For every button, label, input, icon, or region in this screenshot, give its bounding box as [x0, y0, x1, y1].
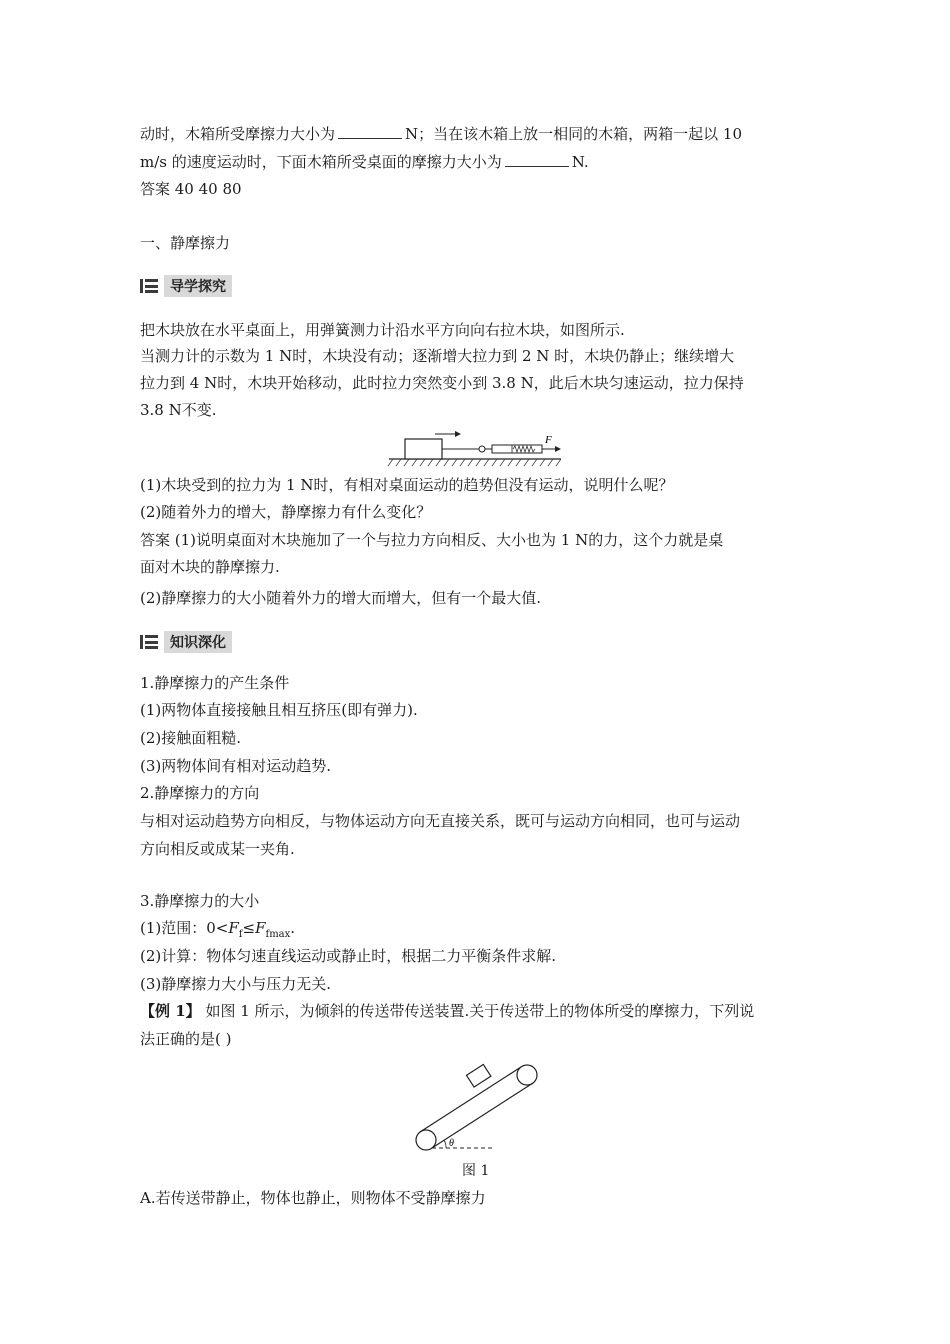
knowledge-item: (3)两物体间有相对运动趋势.: [140, 757, 332, 775]
banner-title: 导学探究: [164, 275, 232, 297]
angle-label: θ: [449, 1138, 454, 1149]
answer-blank: [338, 124, 402, 139]
knowledge-heading: 2.静摩擦力的方向: [140, 784, 260, 802]
intro-text: 动时，木箱所受摩擦力大小为: [140, 125, 336, 143]
knowledge-item: (2)接触面粗糙.: [140, 729, 242, 747]
example-tag: 【例 1】: [140, 1002, 201, 1020]
answer: 面对木块的静摩擦力.: [140, 558, 280, 576]
range-text: (1)范围：0<: [140, 919, 229, 937]
example-line-1: [140, 1000, 820, 1022]
answer: 答案 (1)说明桌面对木块施加了一个与拉力方向相反、大小也为 1 N的力，这个力就是桌: [140, 531, 724, 549]
example-text: 如图 1 所示，为倾斜的传送带传送装置.关于传送带上的物体所受的摩擦力，下列说: [200, 1002, 755, 1020]
explore-paragraph: 把木块放在水平桌面上，用弹簧测力计沿水平方向向右拉木块，如图所示.: [140, 321, 625, 339]
cargo-box: [466, 1064, 490, 1087]
figure-caption: 图 1: [462, 1163, 490, 1179]
knowledge-heading: 1.静摩擦力的产生条件: [140, 674, 290, 692]
knowledge-item: (1)两物体直接接触且相互挤压(即有弹力).: [140, 701, 418, 719]
knowledge-item: (3)静摩擦力大小与压力无关.: [140, 975, 332, 993]
spring-scale-figure: [385, 428, 565, 468]
knowledge-item: (2)计算：物体匀速直线运动或静止时，根据二力平衡条件求解.: [140, 947, 557, 965]
answer: (2)静摩擦力的大小随着外力的增大而增大，但有一个最大值.: [140, 589, 542, 607]
question: (1)木块受到的拉力为 1 N时，有相对桌面运动的趋势但没有运动，说明什么呢？: [140, 476, 674, 494]
banner-explore: [140, 275, 232, 297]
knowledge-item-range: [140, 917, 820, 946]
example-line-2: 法正确的是( ): [140, 1030, 232, 1048]
section-icon: [140, 279, 158, 293]
intro-line-2: [140, 151, 820, 173]
range-op: ≤: [242, 919, 256, 937]
range-var: F: [255, 919, 266, 937]
knowledge-heading: 3.静摩擦力的大小: [140, 892, 260, 910]
range-var: F: [228, 919, 239, 937]
intro-line-1: [140, 123, 820, 145]
banner-knowledge: [140, 631, 232, 653]
wooden-block: [405, 439, 442, 459]
intro-text: N.: [571, 153, 589, 171]
answer-blank: [505, 152, 569, 167]
knowledge-item: 方向相反或成某一夹角.: [140, 840, 295, 858]
section-title: 一、静摩擦力: [140, 234, 231, 252]
conveyor-belt-figure: [410, 1060, 545, 1155]
option-a: A.若传送带静止，物体也静止，则物体不受静摩擦力: [140, 1189, 486, 1207]
knowledge-item: 与相对运动趋势方向相反，与物体运动方向无直接关系，既可与运动方向相同，也可与运动: [140, 812, 741, 830]
force-label: F: [545, 434, 552, 446]
section-icon: [140, 635, 158, 649]
range-sub: fmax: [265, 929, 291, 940]
intro-text: N；当在该木箱上放一相同的木箱，两箱一起以 10: [405, 125, 742, 143]
explore-paragraph: 拉力到 4 N时，木块开始移动，此时拉力突然变小到 3.8 N，此后木块匀速运动，拉力保持: [140, 374, 744, 392]
intro-text: m/s 的速度运动时，下面木箱所受桌面的摩擦力大小为: [140, 153, 502, 171]
question: (2)随着外力的增大，静摩擦力有什么变化？: [140, 503, 432, 521]
range-end: .: [290, 919, 296, 937]
explore-paragraph: 3.8 N不变.: [140, 401, 217, 419]
banner-title: 知识深化: [164, 631, 232, 653]
intro-answer: 答案 40 40 80: [140, 180, 242, 198]
explore-paragraph: 当测力计的示数为 1 N时，木块没有动；逐渐增大拉力到 2 N 时，木块仍静止；继续增大: [140, 347, 735, 365]
range-sub: f: [238, 929, 243, 940]
